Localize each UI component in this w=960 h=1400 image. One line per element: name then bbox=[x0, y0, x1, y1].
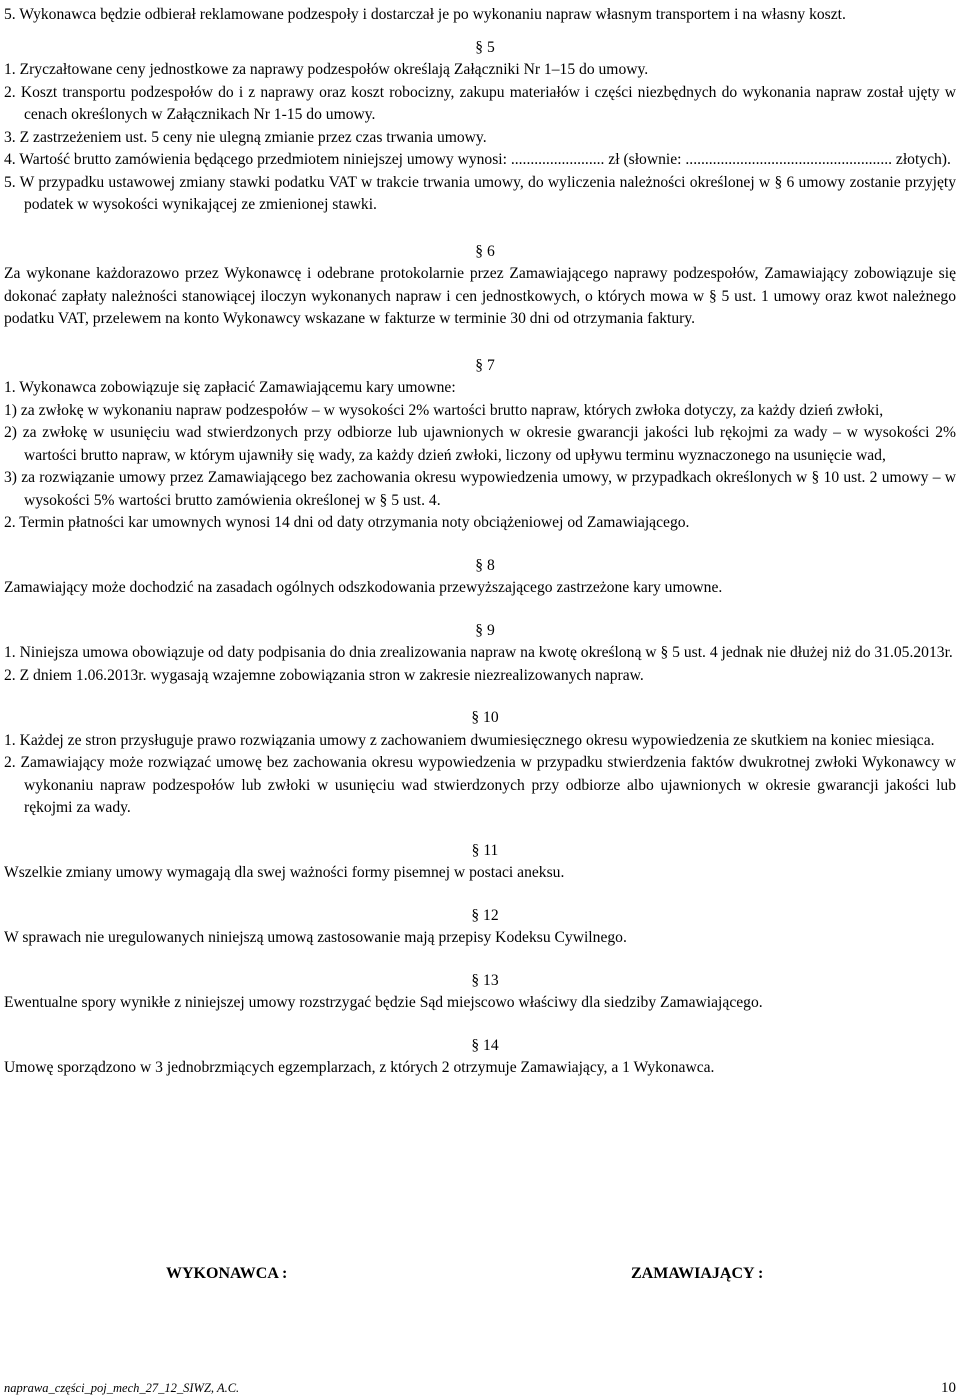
s8-text: Zamawiający może dochodzić na zasadach ogólnych odszkodowania przewyższającego zastrzeżone kary umowne. bbox=[4, 579, 723, 596]
s7-tail: 2. Termin płatności kar umownych wynosi 14 dni od daty otrzymania noty obciążeniowej od Zamawiającego. bbox=[4, 514, 690, 531]
section-heading-13: § 13 bbox=[471, 971, 499, 989]
s12-text: W sprawach nie uregulowanych niniejszą umową zastosowanie mają przepisy Kodeksu Cywilnego. bbox=[4, 929, 627, 946]
s5-item-4: 4. Wartość brutto zamówienia będącego przedmiotem niniejszej umowy wynosi: ........................ zł (słownie: ..................................................... złotych). bbox=[4, 151, 951, 168]
section-heading-5: § 5 bbox=[475, 38, 495, 56]
paragraph-4-5: 5. Wykonawca będzie odbierał reklamowane podzespoły i dostarczał je po wykonaniu napraw własnym transportem i na własny koszt. bbox=[4, 6, 846, 23]
s6-text: Za wykonane każdorazowo przez Wykonawcę i odebrane protokolarnie przez Zamawiającego naprawy podzespołów, Zamawiający zobowiązuje się dokonać zapłaty należności stanowiącej iloczyn wykonanych napraw i cen jednostkowych, o których mowa w § 5 ust. 1 umowy oraz kwot należnego podatku VAT, przelewem na konto Wykonawcy wskazane w fakturze w terminie 30 dni od otrzymania faktury. bbox=[4, 265, 956, 327]
s7-item-3: 3) za rozwiązanie umowy przez Zamawiającego bez zachowania okresu wypowiedzenia umowy, w przypadkach określonych w § 10 ust. 2 umowy – w wysokości 5% wartości brutto zamówienia określonej w § 5 ust. 4. bbox=[4, 469, 956, 509]
s14-text: Umowę sporządzono w 3 jednobrzmiących egzemplarzach, z których 2 otrzymuje Zamawiający, a 1 Wykonawca. bbox=[4, 1059, 715, 1076]
footer-filename: naprawa_części_poj_mech_27_12_SIWZ, A.C. bbox=[4, 1381, 240, 1395]
section-heading-11: § 11 bbox=[471, 841, 499, 859]
s5-item-5: 5. W przypadku ustawowej zmiany stawki podatku VAT w trakcie trwania umowy, do wyliczenia należności określonej w § 6 umowy zostanie przyjęty podatek w wysokości wynikającej ze zmienionej stawki. bbox=[4, 173, 956, 213]
section-heading-14: § 14 bbox=[471, 1036, 499, 1054]
signature-contractor: WYKONAWCA : bbox=[166, 1265, 288, 1282]
s9-item-2: 2. Z dniem 1.06.2013r. wygasają wzajemne zobowiązania stron w zakresie niezrealizowanych napraw. bbox=[4, 666, 644, 684]
section-heading-7: § 7 bbox=[475, 356, 495, 374]
s7-item-2: 2) za zwłokę w usunięciu wad stwierdzonych przy odbiorze lub ujawnionych w okresie gwarancji jakości lub rękojmi za wady – w wysokości 2% wartości brutto napraw, w którym ujawniły się wady, za każdy dzień zwłoki, liczony od upływu terminu wyznaczonego na usunięcie wad, bbox=[4, 424, 956, 464]
s10-item-1: 1. Każdej ze stron przysługuje prawo rozwiązania umowy z zachowaniem dwumiesięcznego okresu wypowiedzenia ze skutkiem na koniec miesiąca. bbox=[4, 731, 935, 749]
s9-item-1: 1. Niniejsza umowa obowiązuje od daty podpisania do dnia zrealizowania napraw na kwotę określoną w § 5 ust. 4 jednak nie dłużej niż do 31.05.2013r. bbox=[4, 644, 953, 661]
signature-ordering-party: ZAMAWIAJĄCY : bbox=[631, 1265, 764, 1282]
section-heading-6: § 6 bbox=[475, 242, 495, 260]
s11-text: Wszelkie zmiany umowy wymagają dla swej ważności formy pisemnej w postaci aneksu. bbox=[4, 864, 565, 881]
section-heading-8: § 8 bbox=[475, 556, 495, 574]
s5-item-3: 3. Z zastrzeżeniem ust. 5 ceny nie ulegną zmianie przez czas trwania umowy. bbox=[4, 128, 487, 146]
s5-item-2: 2. Koszt transportu podzespołów do i z naprawy oraz koszt robocizny, zakupu materiałów i części niezbędnych do wykonania napraw został ujęty w cenach określonych w Załącznikach Nr 1-15 do umowy. bbox=[4, 83, 956, 123]
section-heading-12: § 12 bbox=[471, 906, 499, 924]
s7-lead: 1. Wykonawca zobowiązuje się zapłacić Zamawiającemu kary umowne: bbox=[4, 379, 456, 396]
s5-item-1: 1. Zryczałtowane ceny jednostkowe za naprawy podzespołów określają Załączniki Nr 1–15 do umowy. bbox=[4, 61, 649, 78]
section-heading-10: § 10 bbox=[471, 709, 499, 726]
footer-page-number: 10 bbox=[941, 1380, 956, 1396]
s10-item-2: 2. Zamawiający może rozwiązać umowę bez zachowania okresu wypowiedzenia w przypadku stwierdzenia faktów dwukrotnej zwłoki Wykonawcy w wykonaniu napraw podzespołów lub zwłoki w usunięciu wad stwierdzonych przy odbiorze albo ujawnionych w okresie gwarancji jakości lub rękojmi za wady. bbox=[4, 754, 956, 816]
s13-text: Ewentualne spory wynikłe z niniejszej umowy rozstrzygać będzie Sąd miejscowo właściwy dla siedziby Zamawiającego. bbox=[4, 994, 763, 1011]
section-heading-9: § 9 bbox=[475, 621, 495, 639]
s7-item-1: 1) za zwłokę w wykonaniu napraw podzespołów – w wysokości 2% wartości brutto napraw, których zwłoka dotyczy, za każdy dzień zwłoki, bbox=[4, 401, 884, 419]
